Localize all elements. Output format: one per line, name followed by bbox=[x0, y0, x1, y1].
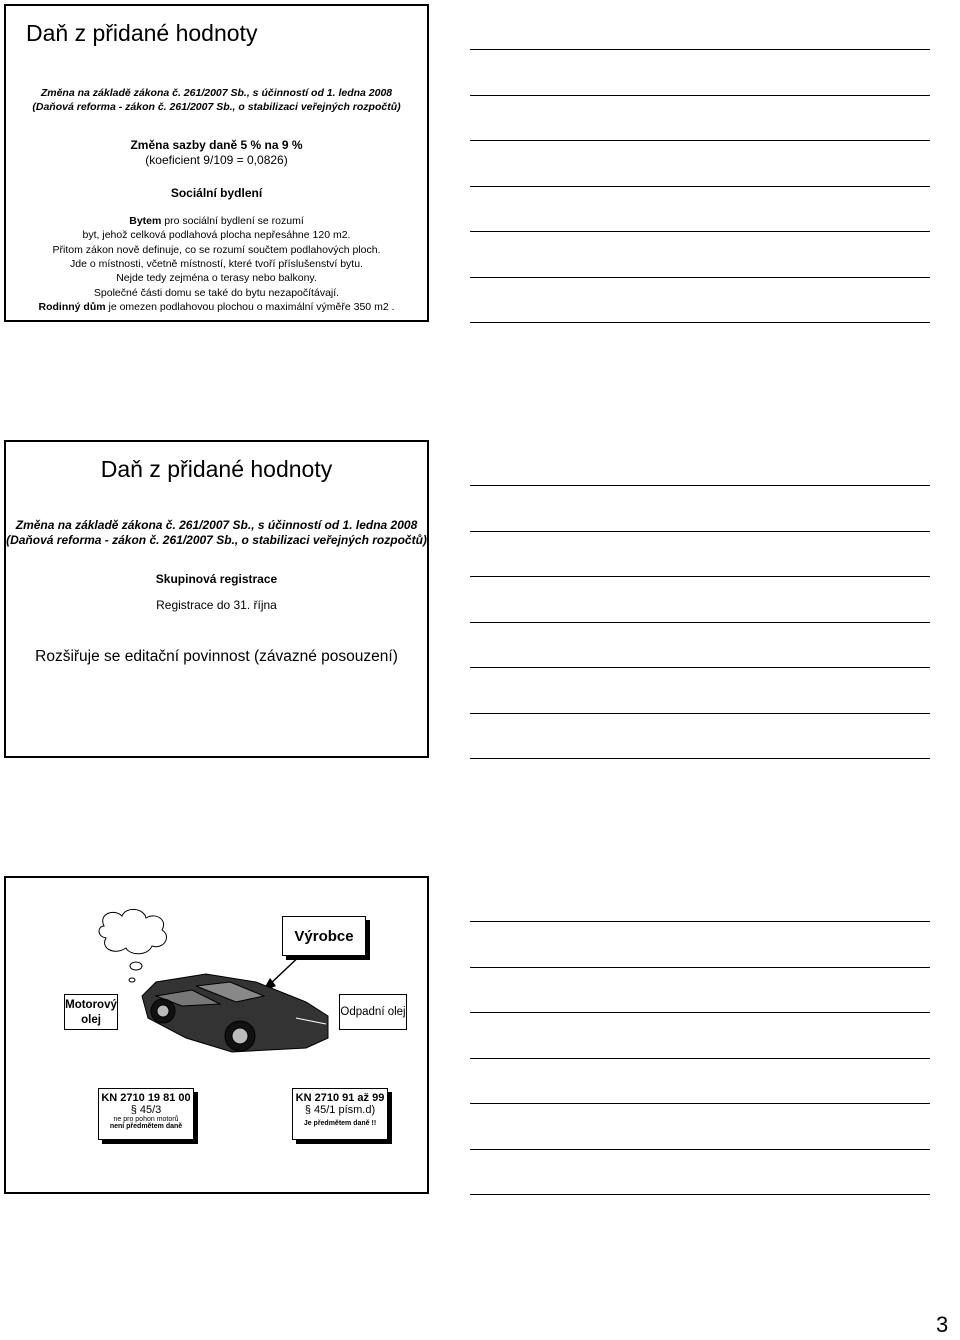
motor-oil-box bbox=[64, 994, 118, 1030]
kn1-note-2: není předmětem daně bbox=[109, 1123, 183, 1130]
social-line-bold: Rodinný dům bbox=[38, 300, 106, 313]
note-line bbox=[470, 322, 930, 323]
waste-oil-label: Odpadní olej bbox=[340, 1006, 406, 1018]
note-line bbox=[470, 967, 930, 968]
note-line bbox=[470, 1103, 930, 1104]
slide-title: Daň z přidané hodnoty bbox=[26, 20, 258, 46]
social-line bbox=[6, 214, 427, 228]
coefficient: (koeficient 9/109 = 0,0826) bbox=[145, 153, 288, 167]
slide-1 bbox=[4, 4, 429, 322]
note-line bbox=[470, 95, 930, 96]
social-line-text: Přitom zákon nově definuje, co se rozumí součtem podlahových ploch. bbox=[52, 243, 381, 256]
extension-text: Rozšiřuje se editační povinnost (závazné posouzení) bbox=[35, 648, 398, 665]
registration: Registrace do 31. října bbox=[156, 598, 277, 612]
note-line bbox=[470, 1194, 930, 1195]
kn2-paragraph: § 45/1 písm.d) bbox=[304, 1104, 376, 1116]
slide-3 bbox=[4, 876, 429, 1194]
social-line-text: Nejde tedy zejména o terasy nebo balkony. bbox=[116, 272, 317, 285]
note-line bbox=[470, 921, 930, 922]
social-line-text: byt, jehož celková podlahová plocha nepřesáhne 120 m2. bbox=[82, 229, 351, 242]
social-line-text: pro sociální bydlení se rozumí bbox=[161, 215, 304, 227]
motor-oil-label: Motorový olej bbox=[65, 999, 117, 1026]
kn2-box bbox=[292, 1088, 388, 1140]
note-line bbox=[470, 231, 930, 232]
law-line-2: (Daňová reforma - zákon č. 261/2007 Sb., o stabilizaci veřejných rozpočtů) bbox=[32, 101, 401, 113]
slide-2 bbox=[4, 440, 429, 758]
slide-title: Daň z přidané hodnoty bbox=[100, 456, 333, 482]
kn2-note: Je předmětem daně !! bbox=[303, 1120, 377, 1127]
social-line bbox=[6, 271, 427, 285]
car-icon bbox=[142, 974, 328, 1052]
law-line-1: Změna na základě zákona č. 261/2007 Sb., s účinností od 1. ledna 2008 bbox=[15, 518, 418, 532]
note-line bbox=[470, 186, 930, 187]
production-label: Výrobce bbox=[294, 928, 354, 945]
social-line-text: je omezen podlahovou plochou o maximální výměře 350 m2 . bbox=[105, 300, 395, 313]
social-line bbox=[6, 257, 427, 271]
note-line bbox=[470, 49, 930, 50]
social-line bbox=[6, 300, 427, 314]
note-line bbox=[470, 277, 930, 278]
note-line bbox=[470, 667, 930, 668]
social-line-bold: Bytem bbox=[129, 215, 162, 227]
social-line-text: Jde o místnosti, včetně místností, které tvoří příslušenství bytu. bbox=[70, 257, 363, 270]
social-line bbox=[6, 243, 427, 257]
law-line-1: Změna na základě zákona č. 261/2007 Sb., s účinností od 1. ledna 2008 bbox=[40, 87, 393, 99]
note-line bbox=[470, 1058, 930, 1059]
rate-change: Změna sazby daně 5 % na 9 % bbox=[130, 138, 303, 152]
kn2-code: KN 2710 91 až 99 bbox=[295, 1092, 385, 1104]
kn1-code: KN 2710 19 81 00 bbox=[101, 1092, 191, 1104]
note-line bbox=[470, 758, 930, 759]
note-line bbox=[470, 485, 930, 486]
note-line bbox=[470, 622, 930, 623]
group-heading: Skupinová registrace bbox=[155, 572, 278, 586]
note-line bbox=[470, 713, 930, 714]
social-line-text: Společné části domu se také do bytu nezapočítávají. bbox=[93, 286, 340, 299]
note-line bbox=[470, 1012, 930, 1013]
production-box bbox=[282, 916, 366, 956]
kn1-paragraph: § 45/3 bbox=[130, 1104, 162, 1116]
social-line bbox=[6, 286, 427, 300]
kn1-box bbox=[98, 1088, 194, 1140]
note-line bbox=[470, 140, 930, 141]
note-line bbox=[470, 531, 930, 532]
page-number: 3 bbox=[936, 1312, 949, 1337]
law-line-2: (Daňová reforma - zákon č. 261/2007 Sb., o stabilizaci veřejných rozpočtů) bbox=[6, 533, 427, 547]
cloud-icon bbox=[99, 909, 167, 982]
note-line bbox=[470, 1149, 930, 1150]
kn1-note-1: ne pro pohon motorů bbox=[113, 1116, 179, 1123]
social-heading: Sociální bydlení bbox=[170, 186, 263, 200]
note-line bbox=[470, 576, 930, 577]
waste-oil-box bbox=[339, 994, 407, 1030]
social-line bbox=[6, 228, 427, 242]
